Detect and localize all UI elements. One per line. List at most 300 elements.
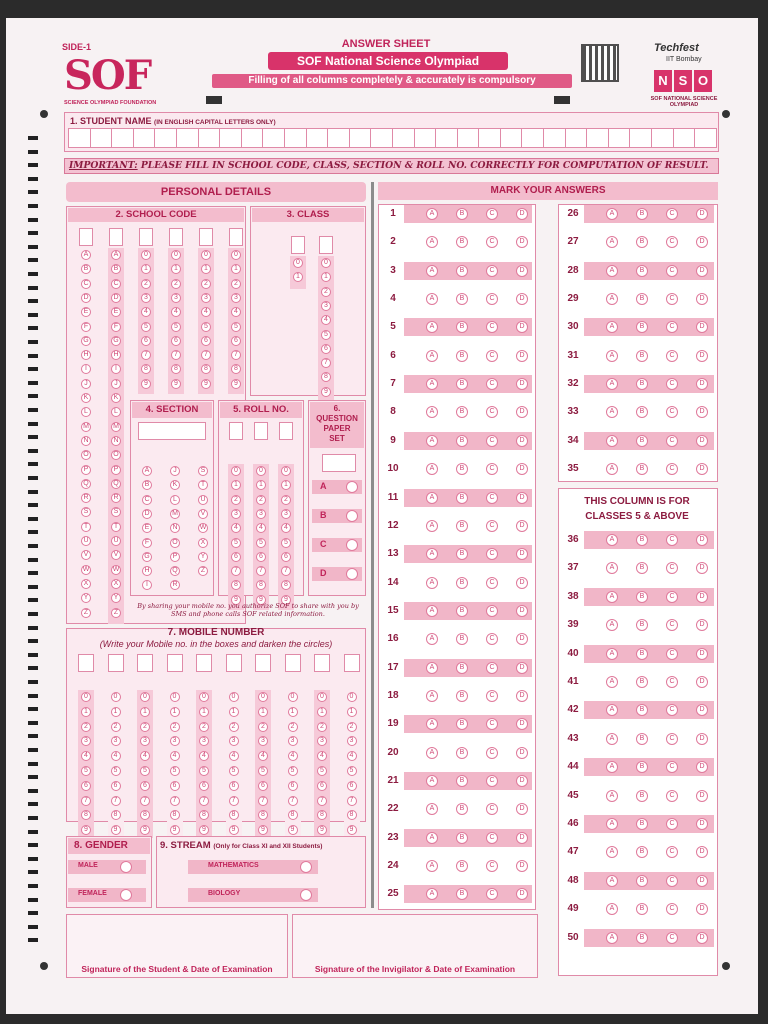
answer-bubble[interactable]: C xyxy=(486,406,498,418)
mobile-bubble[interactable]: 2 xyxy=(111,722,121,732)
answer-bubble[interactable]: C xyxy=(666,350,678,362)
mobile-bubble[interactable]: 8 xyxy=(199,810,209,820)
mobile-bubble[interactable]: 5 xyxy=(317,766,327,776)
code-bubble[interactable]: 4 xyxy=(231,307,241,317)
answer-bubble[interactable]: A xyxy=(606,676,618,688)
mobile-bubble[interactable]: 2 xyxy=(258,722,268,732)
mobile-bubble[interactable]: 5 xyxy=(170,766,180,776)
mobile-bubble[interactable]: 1 xyxy=(111,707,121,717)
roll-bubble[interactable]: 8 xyxy=(256,580,266,590)
mobile-bubble[interactable]: 7 xyxy=(199,796,209,806)
section-bubble[interactable]: B xyxy=(142,480,152,490)
answer-bubble[interactable]: B xyxy=(456,888,468,900)
code-bubble[interactable]: S xyxy=(81,507,91,517)
answer-bubble[interactable]: A xyxy=(606,208,618,220)
answer-bubble[interactable]: D xyxy=(516,690,528,702)
answer-bubble[interactable]: D xyxy=(516,718,528,730)
mobile-bubble[interactable]: 6 xyxy=(199,781,209,791)
code-bubble[interactable]: 0 xyxy=(171,250,181,260)
code-bubble[interactable]: I xyxy=(111,364,121,374)
class-bubble[interactable]: 1 xyxy=(321,272,331,282)
roll-bubble[interactable]: 5 xyxy=(281,538,291,548)
answer-bubble[interactable]: A xyxy=(606,790,618,802)
code-bubble[interactable]: T xyxy=(81,522,91,532)
answer-bubble[interactable]: D xyxy=(696,350,708,362)
answer-bubble[interactable]: B xyxy=(636,321,648,333)
mobile-bubble[interactable]: 4 xyxy=(111,751,121,761)
answer-bubble[interactable]: A xyxy=(426,775,438,787)
code-bubble[interactable]: Q xyxy=(111,479,121,489)
answer-bubble[interactable]: D xyxy=(516,888,528,900)
mobile-bubble[interactable]: 3 xyxy=(317,736,327,746)
answer-bubble[interactable]: D xyxy=(696,406,708,418)
mobile-bubble[interactable]: 5 xyxy=(199,766,209,776)
code-bubble[interactable]: J xyxy=(111,379,121,389)
mobile-bubble[interactable]: 7 xyxy=(111,796,121,806)
mobile-bubble[interactable]: 8 xyxy=(258,810,268,820)
mobile-bubble[interactable]: 7 xyxy=(81,796,91,806)
mobile-bubble[interactable]: 2 xyxy=(229,722,239,732)
mobile-bubble[interactable]: 1 xyxy=(170,707,180,717)
answer-bubble[interactable]: A xyxy=(426,406,438,418)
code-bubble[interactable]: 0 xyxy=(231,250,241,260)
roll-bubble[interactable]: 6 xyxy=(281,552,291,562)
class-bubble[interactable]: 2 xyxy=(321,287,331,297)
roll-bubble[interactable]: 3 xyxy=(281,509,291,519)
code-bubble[interactable]: 8 xyxy=(171,364,181,374)
code-bubble[interactable]: 7 xyxy=(171,350,181,360)
section-bubble[interactable]: L xyxy=(170,495,180,505)
answer-bubble[interactable]: A xyxy=(606,875,618,887)
mobile-bubble[interactable]: 9 xyxy=(347,825,357,835)
answer-bubble[interactable]: A xyxy=(426,350,438,362)
answer-bubble[interactable]: C xyxy=(666,761,678,773)
code-bubble[interactable]: 0 xyxy=(141,250,151,260)
code-bubble[interactable]: 1 xyxy=(141,264,151,274)
answer-bubble[interactable]: C xyxy=(666,463,678,475)
answer-bubble[interactable]: C xyxy=(486,888,498,900)
mobile-bubble[interactable]: 3 xyxy=(229,736,239,746)
code-bubble[interactable]: R xyxy=(111,493,121,503)
answer-bubble[interactable]: C xyxy=(486,548,498,560)
mobile-bubble[interactable]: 6 xyxy=(347,781,357,791)
answer-bubble[interactable]: A xyxy=(426,888,438,900)
answer-bubble[interactable]: A xyxy=(426,718,438,730)
code-bubble[interactable]: 5 xyxy=(231,322,241,332)
code-bubble[interactable]: N xyxy=(111,436,121,446)
answer-bubble[interactable]: D xyxy=(696,435,708,447)
mobile-bubble[interactable]: 4 xyxy=(258,751,268,761)
code-bubble[interactable]: 5 xyxy=(201,322,211,332)
mobile-bubble[interactable]: 7 xyxy=(229,796,239,806)
roll-bubble[interactable]: 9 xyxy=(281,595,291,605)
answer-bubble[interactable]: D xyxy=(696,733,708,745)
mobile-bubble[interactable]: 3 xyxy=(199,736,209,746)
mobile-bubble[interactable]: 3 xyxy=(288,736,298,746)
section-bubble[interactable]: R xyxy=(170,580,180,590)
section-bubble[interactable]: H xyxy=(142,566,152,576)
roll-bubble[interactable]: 2 xyxy=(256,495,266,505)
mobile-bubble[interactable]: 9 xyxy=(258,825,268,835)
code-bubble[interactable]: E xyxy=(81,307,91,317)
answer-bubble[interactable]: C xyxy=(486,378,498,390)
code-bubble[interactable]: V xyxy=(81,550,91,560)
mobile-bubble[interactable]: 8 xyxy=(317,810,327,820)
section-bubble[interactable]: U xyxy=(198,495,208,505)
mobile-bubble[interactable]: 0 xyxy=(317,692,327,702)
answer-bubble[interactable]: A xyxy=(606,818,618,830)
mobile-bubble[interactable]: 5 xyxy=(111,766,121,776)
answer-bubble[interactable]: C xyxy=(666,875,678,887)
answer-bubble[interactable]: B xyxy=(456,690,468,702)
answer-bubble[interactable]: A xyxy=(426,435,438,447)
mobile-bubble[interactable]: 8 xyxy=(288,810,298,820)
answer-bubble[interactable]: C xyxy=(666,648,678,660)
section-bubble[interactable]: I xyxy=(142,580,152,590)
code-bubble[interactable]: W xyxy=(82,565,90,573)
code-bubble[interactable]: V xyxy=(111,550,121,560)
section-bubble[interactable]: K xyxy=(170,480,180,490)
answer-bubble[interactable]: B xyxy=(456,775,468,787)
answer-bubble[interactable]: A xyxy=(606,406,618,418)
answer-bubble[interactable]: C xyxy=(486,321,498,333)
code-bubble[interactable]: 7 xyxy=(231,350,241,360)
roll-bubble[interactable]: 0 xyxy=(281,466,291,476)
answer-bubble[interactable]: A xyxy=(606,265,618,277)
mobile-bubble[interactable]: 6 xyxy=(258,781,268,791)
answer-bubble[interactable]: B xyxy=(636,790,648,802)
section-bubble[interactable]: E xyxy=(142,523,152,533)
answer-bubble[interactable]: C xyxy=(486,350,498,362)
answer-bubble[interactable]: D xyxy=(516,435,528,447)
mobile-bubble[interactable]: 2 xyxy=(170,722,180,732)
answer-bubble[interactable]: B xyxy=(456,463,468,475)
code-bubble[interactable]: 2 xyxy=(171,279,181,289)
code-bubble[interactable]: S xyxy=(111,507,121,517)
roll-bubble[interactable]: 1 xyxy=(256,480,266,490)
answer-bubble[interactable]: C xyxy=(666,704,678,716)
code-bubble[interactable]: J xyxy=(81,379,91,389)
answer-bubble[interactable]: C xyxy=(486,577,498,589)
mobile-bubble[interactable]: 6 xyxy=(170,781,180,791)
code-bubble[interactable]: 2 xyxy=(231,279,241,289)
mobile-bubble[interactable]: 0 xyxy=(111,692,121,702)
roll-bubble[interactable]: 9 xyxy=(231,595,241,605)
section-bubble[interactable]: P xyxy=(170,552,180,562)
mobile-bubble[interactable]: 3 xyxy=(81,736,91,746)
roll-bubble[interactable]: 4 xyxy=(281,523,291,533)
answer-bubble[interactable]: D xyxy=(516,803,528,815)
answer-bubble[interactable]: D xyxy=(516,832,528,844)
mobile-bubble[interactable]: 8 xyxy=(170,810,180,820)
code-bubble[interactable]: B xyxy=(111,264,121,274)
mobile-bubble[interactable]: 9 xyxy=(317,825,327,835)
mobile-bubble[interactable]: 5 xyxy=(288,766,298,776)
mobile-bubble[interactable]: 1 xyxy=(317,707,327,717)
mobile-bubble[interactable]: 4 xyxy=(199,751,209,761)
answer-bubble[interactable]: B xyxy=(636,435,648,447)
class-bubble[interactable]: 7 xyxy=(321,358,331,368)
roll-bubble[interactable]: 4 xyxy=(231,523,241,533)
answer-bubble[interactable]: B xyxy=(636,932,648,944)
code-bubble[interactable]: O xyxy=(111,450,121,460)
answer-bubble[interactable]: B xyxy=(636,846,648,858)
answer-bubble[interactable]: D xyxy=(696,704,708,716)
roll-bubble[interactable]: 7 xyxy=(256,566,266,576)
class-bubble[interactable]: 4 xyxy=(321,315,331,325)
code-bubble[interactable]: Q xyxy=(81,479,91,489)
section-bubble[interactable]: T xyxy=(198,480,208,490)
answer-bubble[interactable]: D xyxy=(696,676,708,688)
mobile-bubble[interactable]: 2 xyxy=(140,722,150,732)
answer-bubble[interactable]: C xyxy=(666,321,678,333)
code-bubble[interactable]: M xyxy=(81,422,91,432)
mobile-bubble[interactable]: 4 xyxy=(347,751,357,761)
answer-bubble[interactable]: D xyxy=(696,591,708,603)
answer-bubble[interactable]: A xyxy=(606,704,618,716)
code-bubble[interactable]: U xyxy=(81,536,91,546)
mobile-bubble[interactable]: 5 xyxy=(81,766,91,776)
mobile-bubble[interactable]: 9 xyxy=(288,825,298,835)
answer-bubble[interactable]: B xyxy=(636,378,648,390)
answer-bubble[interactable]: B xyxy=(636,236,648,248)
answer-bubbles[interactable] xyxy=(6,18,758,1014)
section-bubble[interactable]: V xyxy=(198,509,208,519)
answer-bubble[interactable]: C xyxy=(666,846,678,858)
mobile-bubble[interactable]: 3 xyxy=(258,736,268,746)
answer-bubble[interactable]: B xyxy=(456,293,468,305)
answer-bubble[interactable]: A xyxy=(606,236,618,248)
code-bubble[interactable]: 7 xyxy=(141,350,151,360)
mobile-bubble[interactable]: 4 xyxy=(288,751,298,761)
code-bubble[interactable]: 3 xyxy=(141,293,151,303)
mobile-bubble[interactable]: 4 xyxy=(140,751,150,761)
answer-bubble[interactable]: B xyxy=(456,406,468,418)
answer-bubble[interactable]: B xyxy=(456,577,468,589)
mobile-bubble[interactable]: 2 xyxy=(317,722,327,732)
answer-bubble[interactable]: B xyxy=(636,350,648,362)
mobile-bubble[interactable]: 7 xyxy=(140,796,150,806)
answer-bubble[interactable]: A xyxy=(606,293,618,305)
mobile-bubble[interactable]: 6 xyxy=(317,781,327,791)
mobile-bubble[interactable]: 6 xyxy=(229,781,239,791)
answer-bubble[interactable]: D xyxy=(516,492,528,504)
answer-bubble[interactable]: C xyxy=(666,265,678,277)
answer-bubble[interactable]: D xyxy=(696,619,708,631)
code-bubble[interactable]: T xyxy=(111,522,121,532)
answer-bubble[interactable]: B xyxy=(456,860,468,872)
roll-bubble[interactable]: 7 xyxy=(231,566,241,576)
code-bubble[interactable]: 9 xyxy=(201,379,211,389)
mobile-bubble[interactable]: 4 xyxy=(170,751,180,761)
mobile-bubble[interactable]: 6 xyxy=(111,781,121,791)
section-bubble[interactable]: Q xyxy=(170,566,180,576)
code-bubble[interactable]: A xyxy=(111,250,121,260)
mobile-bubble[interactable]: 5 xyxy=(347,766,357,776)
mobile-bubble[interactable]: 5 xyxy=(229,766,239,776)
answer-bubble[interactable]: D xyxy=(696,378,708,390)
answer-bubble[interactable]: A xyxy=(426,293,438,305)
answer-bubble[interactable]: D xyxy=(516,321,528,333)
answer-bubble[interactable]: B xyxy=(456,548,468,560)
answer-bubble[interactable]: C xyxy=(486,293,498,305)
answer-bubble[interactable]: A xyxy=(426,832,438,844)
code-bubble[interactable]: 9 xyxy=(171,379,181,389)
section-bubble[interactable]: W xyxy=(199,524,207,532)
answer-bubble[interactable]: C xyxy=(666,208,678,220)
answer-bubble[interactable]: A xyxy=(426,633,438,645)
answer-bubble[interactable]: C xyxy=(666,591,678,603)
answer-bubble[interactable]: D xyxy=(516,406,528,418)
code-bubble[interactable]: O xyxy=(81,450,91,460)
mobile-bubble[interactable]: 6 xyxy=(288,781,298,791)
mobile-bubble[interactable]: 7 xyxy=(288,796,298,806)
code-bubble[interactable]: 6 xyxy=(141,336,151,346)
code-bubble[interactable]: 5 xyxy=(141,322,151,332)
answer-bubble[interactable]: D xyxy=(696,903,708,915)
answer-bubble[interactable]: C xyxy=(486,605,498,617)
answer-bubble[interactable]: B xyxy=(636,903,648,915)
answer-bubble[interactable]: D xyxy=(516,860,528,872)
code-bubble[interactable]: L xyxy=(111,407,121,417)
mobile-bubble[interactable]: 0 xyxy=(140,692,150,702)
answer-bubble[interactable]: D xyxy=(516,463,528,475)
answer-bubble[interactable]: B xyxy=(456,378,468,390)
answer-bubble[interactable]: C xyxy=(666,903,678,915)
code-bubble[interactable]: Y xyxy=(111,593,121,603)
answer-bubble[interactable]: C xyxy=(486,832,498,844)
answer-bubble[interactable]: A xyxy=(426,605,438,617)
answer-bubble[interactable]: D xyxy=(516,548,528,560)
section-bubble[interactable]: Y xyxy=(198,552,208,562)
mobile-bubble[interactable]: 6 xyxy=(140,781,150,791)
answer-bubble[interactable]: A xyxy=(426,265,438,277)
mobile-bubble[interactable]: 8 xyxy=(347,810,357,820)
code-bubble[interactable]: 1 xyxy=(171,264,181,274)
code-bubble[interactable]: F xyxy=(81,322,91,332)
code-bubble[interactable]: 1 xyxy=(201,264,211,274)
code-bubble[interactable]: Y xyxy=(81,593,91,603)
mobile-bubble[interactable]: 8 xyxy=(111,810,121,820)
answer-bubble[interactable]: C xyxy=(666,562,678,574)
answer-bubble[interactable]: A xyxy=(606,648,618,660)
answer-bubble[interactable]: A xyxy=(606,619,618,631)
section-bubble[interactable]: J xyxy=(170,466,180,476)
mobile-bubble[interactable]: 3 xyxy=(170,736,180,746)
answer-bubble[interactable]: C xyxy=(486,803,498,815)
answer-bubble[interactable]: B xyxy=(456,520,468,532)
answer-bubble[interactable]: D xyxy=(516,350,528,362)
section-bubble[interactable]: S xyxy=(198,466,208,476)
answer-bubble[interactable]: D xyxy=(696,562,708,574)
section-bubble[interactable]: N xyxy=(170,523,180,533)
answer-bubble[interactable]: B xyxy=(636,591,648,603)
code-bubble[interactable]: M xyxy=(111,422,121,432)
roll-bubble[interactable]: 7 xyxy=(281,566,291,576)
answer-bubble[interactable]: D xyxy=(696,321,708,333)
roll-bubble[interactable]: 0 xyxy=(256,466,266,476)
answer-bubble[interactable]: B xyxy=(636,534,648,546)
code-bubble[interactable]: 9 xyxy=(141,379,151,389)
code-bubble[interactable]: 9 xyxy=(231,379,241,389)
answer-bubble[interactable]: A xyxy=(426,577,438,589)
code-bubble[interactable]: K xyxy=(111,393,121,403)
code-bubble[interactable]: B xyxy=(81,264,91,274)
code-bubble[interactable]: P xyxy=(111,465,121,475)
mobile-bubble[interactable]: 1 xyxy=(81,707,91,717)
code-bubble[interactable]: K xyxy=(81,393,91,403)
mobile-bubble[interactable]: 8 xyxy=(81,810,91,820)
answer-bubble[interactable]: A xyxy=(606,463,618,475)
class-bubble[interactable]: 6 xyxy=(321,344,331,354)
mobile-bubble[interactable]: 1 xyxy=(258,707,268,717)
class-bubble[interactable]: 0 xyxy=(293,258,303,268)
section-bubble[interactable]: A xyxy=(142,466,152,476)
code-bubble[interactable]: F xyxy=(111,322,121,332)
answer-bubble[interactable]: B xyxy=(456,208,468,220)
answer-bubble[interactable]: B xyxy=(636,208,648,220)
code-bubble[interactable]: C xyxy=(111,279,121,289)
mobile-bubble[interactable]: 0 xyxy=(229,692,239,702)
mobile-bubble[interactable]: 0 xyxy=(258,692,268,702)
answer-bubble[interactable]: D xyxy=(516,378,528,390)
answer-bubble[interactable]: A xyxy=(426,378,438,390)
roll-bubble[interactable]: 8 xyxy=(281,580,291,590)
answer-bubble[interactable]: D xyxy=(696,648,708,660)
code-bubble[interactable]: Z xyxy=(111,608,121,618)
answer-bubble[interactable]: C xyxy=(666,619,678,631)
answer-bubble[interactable]: A xyxy=(606,733,618,745)
code-bubble[interactable]: 6 xyxy=(201,336,211,346)
answer-bubble[interactable]: A xyxy=(426,208,438,220)
mobile-bubble[interactable]: 1 xyxy=(347,707,357,717)
code-bubble[interactable]: 3 xyxy=(171,293,181,303)
answer-bubble[interactable]: D xyxy=(516,775,528,787)
roll-bubble[interactable]: 1 xyxy=(231,480,241,490)
answer-bubble[interactable]: D xyxy=(696,761,708,773)
answer-bubble[interactable]: D xyxy=(696,534,708,546)
class-bubble[interactable]: 8 xyxy=(321,372,331,382)
section-bubble[interactable]: C xyxy=(142,495,152,505)
roll-bubble[interactable]: 2 xyxy=(281,495,291,505)
answer-bubble[interactable]: B xyxy=(456,321,468,333)
answer-bubble[interactable]: D xyxy=(696,208,708,220)
answer-bubble[interactable]: A xyxy=(426,236,438,248)
answer-bubble[interactable]: B xyxy=(636,761,648,773)
answer-bubble[interactable]: B xyxy=(636,463,648,475)
section-bubble[interactable]: F xyxy=(142,538,152,548)
answer-bubble[interactable]: B xyxy=(636,265,648,277)
code-bubble[interactable]: R xyxy=(81,493,91,503)
answer-bubble[interactable]: C xyxy=(666,818,678,830)
class-bubble[interactable]: 0 xyxy=(321,258,331,268)
class-bubble[interactable]: 5 xyxy=(321,330,331,340)
code-bubble[interactable]: H xyxy=(111,350,121,360)
answer-bubble[interactable]: D xyxy=(516,633,528,645)
answer-bubble[interactable]: D xyxy=(516,662,528,674)
mobile-bubble[interactable]: 8 xyxy=(229,810,239,820)
mobile-bubble[interactable]: 3 xyxy=(111,736,121,746)
mobile-bubble[interactable]: 9 xyxy=(229,825,239,835)
mobile-bubble[interactable]: 9 xyxy=(111,825,121,835)
mobile-bubble[interactable]: 7 xyxy=(347,796,357,806)
code-bubble[interactable]: D xyxy=(111,293,121,303)
answer-bubble[interactable]: C xyxy=(486,265,498,277)
answer-bubble[interactable]: A xyxy=(606,321,618,333)
answer-bubble[interactable]: B xyxy=(636,648,648,660)
answer-bubble[interactable]: B xyxy=(636,293,648,305)
roll-bubble[interactable]: 1 xyxy=(281,480,291,490)
